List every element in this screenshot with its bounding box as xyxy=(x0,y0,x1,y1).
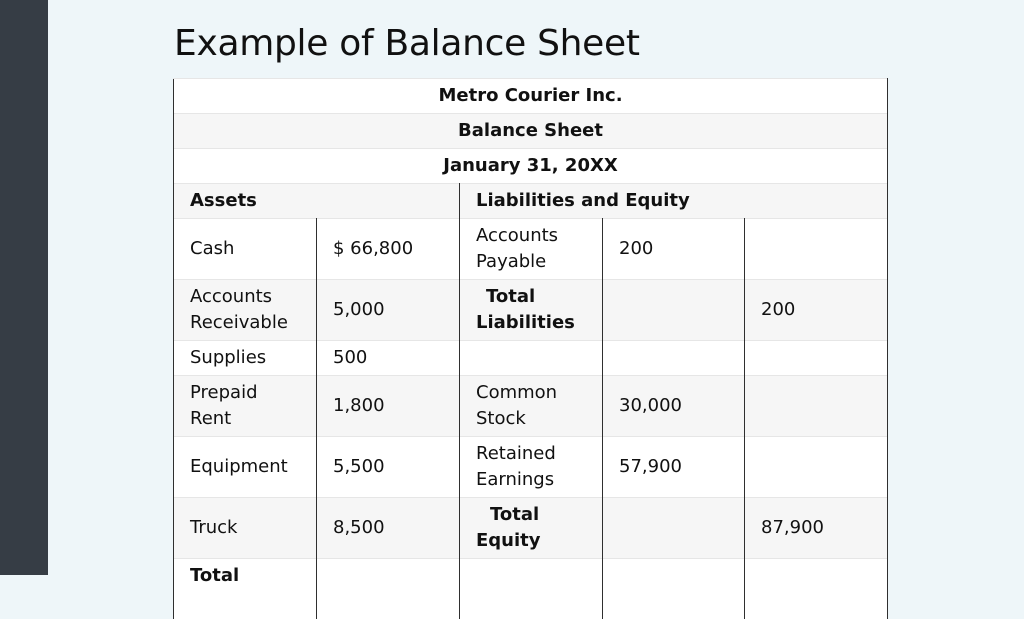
le-value xyxy=(603,498,745,559)
asset-value: 8,500 xyxy=(317,498,460,559)
table-row xyxy=(174,219,888,280)
le-total xyxy=(745,559,888,619)
assets-header: Assets xyxy=(174,184,460,219)
asset-label: Equipment xyxy=(174,437,317,498)
total-equity-label: Total Equity xyxy=(476,504,541,551)
le-value: 57,900 xyxy=(603,437,745,498)
table-row xyxy=(174,341,888,376)
balance-sheet-table xyxy=(173,78,888,619)
asset-label: Truck xyxy=(174,498,317,559)
le-total xyxy=(745,341,888,376)
le-label xyxy=(460,280,603,341)
le-label: Accounts Payable xyxy=(460,219,603,280)
asset-value: $ 66,800 xyxy=(317,219,460,280)
table-row xyxy=(174,79,888,114)
sidebar xyxy=(0,0,48,575)
liabilities-equity-header: Liabilities and Equity xyxy=(460,184,888,219)
asset-value: 500 xyxy=(317,341,460,376)
le-value: 200 xyxy=(603,219,745,280)
table-row xyxy=(174,280,888,341)
table-row xyxy=(174,184,888,219)
asset-value xyxy=(317,559,460,619)
le-label: Retained Earnings xyxy=(460,437,603,498)
table-row xyxy=(174,376,888,437)
le-total: 87,900 xyxy=(745,498,888,559)
le-label xyxy=(460,341,603,376)
asset-value: 5,500 xyxy=(317,437,460,498)
company-name: Metro Courier Inc. xyxy=(174,79,888,114)
asset-label: Accounts Receivable xyxy=(174,280,317,341)
le-label xyxy=(460,559,603,619)
le-label: Common Stock xyxy=(460,376,603,437)
table-row xyxy=(174,437,888,498)
table-row xyxy=(174,149,888,184)
statement-name: Balance Sheet xyxy=(174,114,888,149)
asset-label: Prepaid Rent xyxy=(174,376,317,437)
le-total xyxy=(745,219,888,280)
asset-label: Supplies xyxy=(174,341,317,376)
le-total xyxy=(745,376,888,437)
le-total: 200 xyxy=(745,280,888,341)
le-label xyxy=(460,498,603,559)
table-row xyxy=(174,114,888,149)
statement-date: January 31, 20XX xyxy=(174,149,888,184)
le-value xyxy=(603,341,745,376)
le-value xyxy=(603,559,745,619)
le-total xyxy=(745,437,888,498)
table-row xyxy=(174,559,888,619)
asset-value: 5,000 xyxy=(317,280,460,341)
page-title: Example of Balance Sheet xyxy=(174,20,640,68)
asset-label: Total xyxy=(174,559,317,619)
le-value xyxy=(603,280,745,341)
asset-label: Cash xyxy=(174,219,317,280)
total-liabilities-label: Total Liabilities xyxy=(476,286,575,333)
le-value: 30,000 xyxy=(603,376,745,437)
table-row xyxy=(174,498,888,559)
asset-value: 1,800 xyxy=(317,376,460,437)
